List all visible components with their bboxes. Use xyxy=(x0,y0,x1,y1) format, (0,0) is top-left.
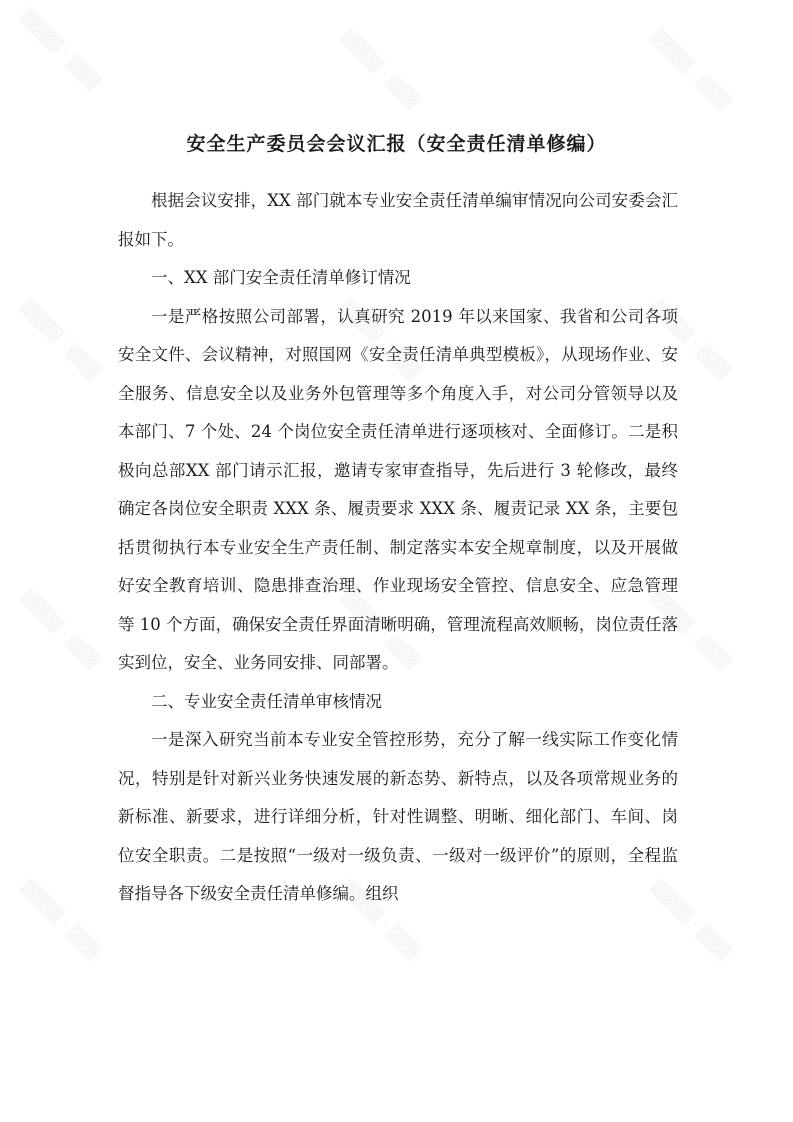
watermark-mark: ▒▒▒▒ · ▒▒▒ xyxy=(648,296,734,383)
watermark-mark: ▒▒▒▒ · ▒▒▒ xyxy=(338,876,424,963)
watermark-mark: ▒▒▒▒ · ▒▒▒ xyxy=(648,876,734,963)
section-heading-1: 一、XX 部门安全责任清单修订情况 xyxy=(151,268,411,287)
document-title: 安全生产委员会会议汇报（安全责任清单修编） xyxy=(186,133,607,155)
paragraph-intro: 根据会议安排，XX 部门就本专业安全责任清单编审情况向公司安委会汇报如下。 xyxy=(118,191,678,249)
document-body xyxy=(118,182,678,914)
watermark-mark: ▒▒▒▒ · ▒▒▒ xyxy=(18,876,104,963)
watermark-mark: ▒▒▒▒ · ▒▒▒ xyxy=(18,6,104,93)
watermark-mark: ▒▒▒▒ · ▒▒▒ xyxy=(648,26,734,113)
watermark-mark: ▒▒▒▒ · ▒▒▒ xyxy=(18,296,104,383)
paragraph-section-1: 一是严格按照公司部署，认真研究 2019 年以来国家、我省和公司各项安全文件、会议精神，对照国网《安全责任清单典型模板》，从现场作业、安全服务、信息安全以及业务外包管理等多个角度入手，对公司分管领导以及本部门、7 个处、24 个岗位安全责任清单进行逐项核对、全面修订。二是积极向总部XX 部门请示汇报，邀请专家审查指导，先后进行 3 轮修改，最终确定各岗位安全职责 XXX 条、履责要求 XXX 条、履责记录 XX 条，主要包括贯彻执行本专业安全生产责任制、制定落实本安全规章制度，以及开展做好安全教育培训、隐患排查治理、作业现场安全管控、信息安全、应急管理等 10 个方面，确保安全责任界面清晰明确，管理流程高效顺畅，岗位责任落实到位，安全、业务同安排、同部署。 xyxy=(118,306,678,672)
watermark-mark: ▒▒▒▒ · ▒▒▒ xyxy=(338,586,424,673)
section-heading-2: 二、专业安全责任清单审核情况 xyxy=(151,691,382,711)
watermark-mark: ▒▒▒▒ · ▒▒▒ xyxy=(648,586,734,673)
watermark-mark: ▒▒▒▒ · ▒▒▒ xyxy=(338,26,424,113)
watermark-mark: ▒▒▒▒ · ▒▒▒ xyxy=(338,296,424,383)
watermark-mark: ▒▒▒▒ · ▒▒▒ xyxy=(18,586,104,673)
paragraph-section-2: 一是深入研究当前本专业安全管控形势，充分了解一线实际工作变化情况，特别是针对新兴业务快速发展的新态势、新特点，以及各项常规业务的新标准、新要求，进行详细分析，针对性调整、明晰、细化部门、车间、岗位安全职责。二是按照“一级对一级负责、一级对一级评价”的原则，全程监督指导各下级安全责任清单修编。组织 xyxy=(118,730,678,903)
